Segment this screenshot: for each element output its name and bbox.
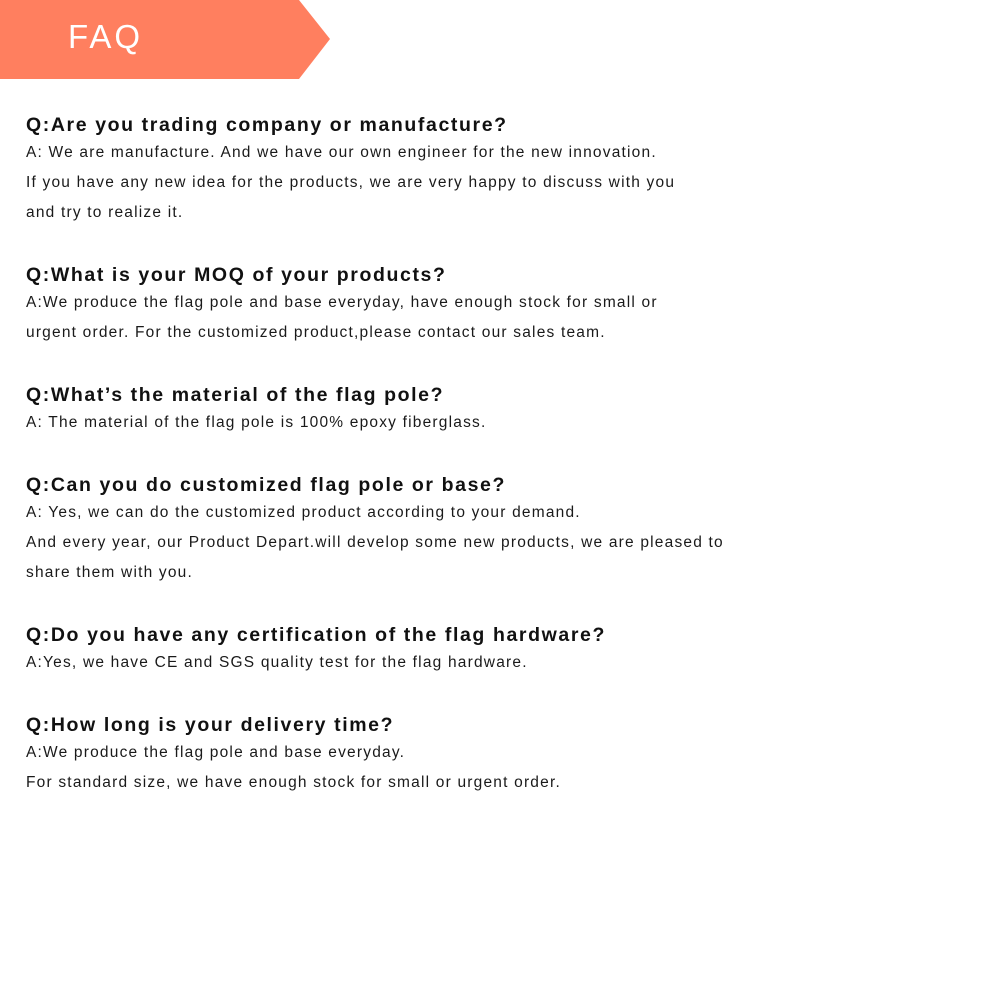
faq-question: Q:What is your MOQ of your products? [26, 264, 447, 286]
faq-answer-line: A: The material of the flag pole is 100% epoxy fiberglass. [26, 414, 487, 431]
faq-item [26, 712, 976, 798]
faq-answer-line: A:Yes, we have CE and SGS quality test for the flag hardware. [26, 654, 528, 671]
faq-banner-title: FAQ [68, 18, 144, 55]
faq-answer-line: urgent order. For the customized product,please contact our sales team. [26, 324, 606, 341]
faq-answer-line: A: We are manufacture. And we have our own engineer for the new innovation. [26, 144, 657, 161]
faq-answer-line: If you have any new idea for the products, we are very happy to discuss with you [26, 174, 676, 191]
faq-answer-line: A:We produce the flag pole and base everyday. [26, 744, 406, 761]
faq-question: Q:Are you trading company or manufacture? [26, 114, 508, 136]
faq-question: Q:Can you do customized flag pole or base? [26, 474, 506, 496]
faq-banner [0, 0, 330, 79]
faq-item [26, 382, 976, 438]
faq-item [26, 112, 976, 228]
faq-question: Q:What’s the material of the flag pole? [26, 384, 445, 406]
faq-list [26, 112, 976, 798]
faq-question: Q:How long is your delivery time? [26, 714, 395, 736]
faq-answer-line: share them with you. [26, 564, 194, 581]
faq-answer-line: and try to realize it. [26, 204, 184, 221]
faq-answer-line: And every year, our Product Depart.will develop some new products, we are pleased to [26, 534, 724, 551]
faq-answer-line: A:We produce the flag pole and base everyday, have enough stock for small or [26, 294, 658, 311]
faq-question: Q:Do you have any certification of the flag hardware? [26, 624, 606, 646]
faq-item [26, 472, 976, 588]
faq-item [26, 262, 976, 348]
faq-item [26, 622, 976, 678]
faq-answer-line: For standard size, we have enough stock for small or urgent order. [26, 774, 561, 791]
faq-answer-line: A: Yes, we can do the customized product according to your demand. [26, 504, 581, 521]
